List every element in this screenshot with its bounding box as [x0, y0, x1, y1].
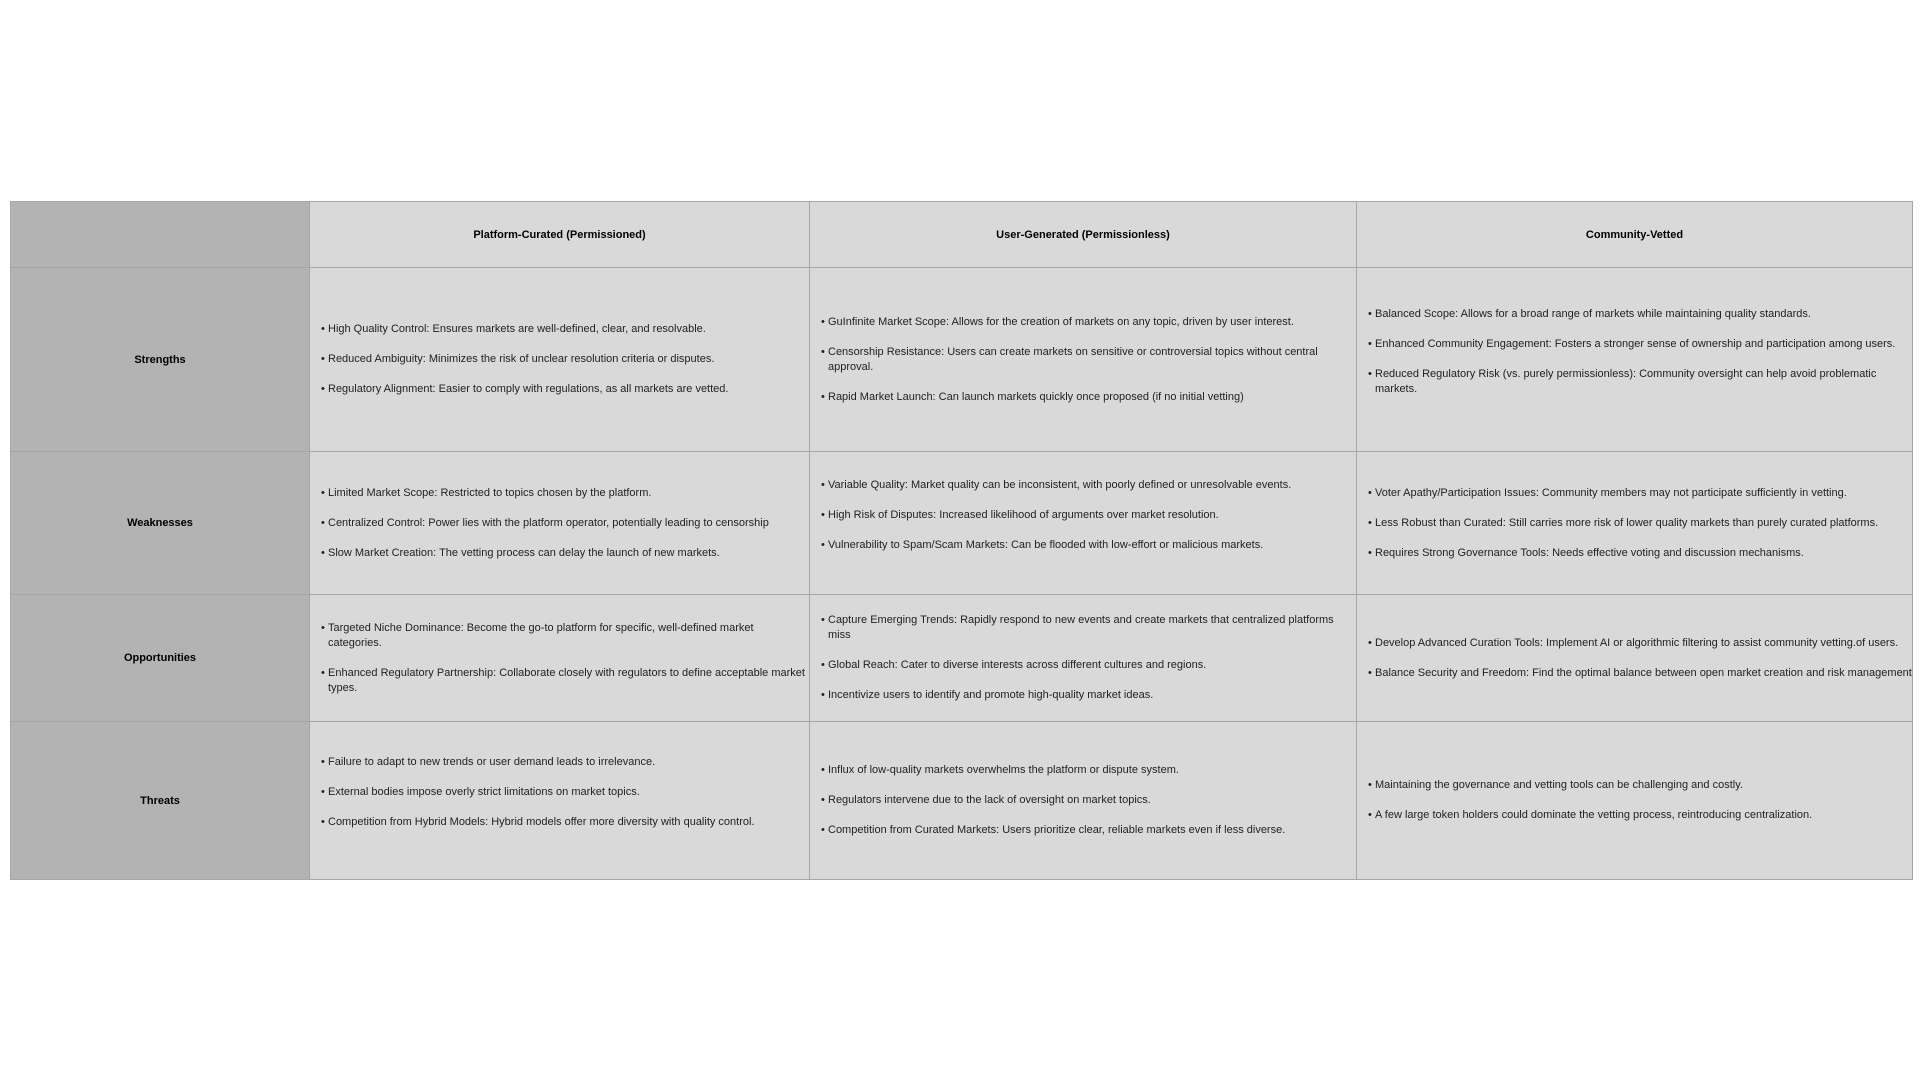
bullet-item: • Regulatory Alignment: Easier to comply with regulations, as all markets are vetted. [321, 382, 809, 397]
bullet-item: • External bodies impose overly strict limitations on market topics. [321, 785, 809, 800]
column-header-platform-curated: Platform-Curated (Permissioned) [310, 202, 810, 268]
bullet-list [1357, 778, 1912, 823]
bullet-item: • Influx of low-quality markets overwhelms the platform or dispute system. [821, 763, 1356, 778]
cell-strengths-user-generated [810, 268, 1357, 452]
bullet-list [1357, 486, 1912, 561]
bullet-list [810, 478, 1356, 553]
bullet-item: • Maintaining the governance and vetting tools can be challenging and costly. [1368, 778, 1912, 793]
bullet-item: • GuInfinite Market Scope: Allows for the creation of markets on any topic, driven by user interest. [821, 315, 1356, 330]
bullet-item: • A few large token holders could dominate the vetting process, reintroducing centralization. [1368, 808, 1912, 823]
bullet-item: • High Risk of Disputes: Increased likelihood of arguments over market resolution. [821, 508, 1356, 523]
bullet-item: • Voter Apathy/Participation Issues: Community members may not participate sufficiently in vetting. [1368, 486, 1912, 501]
bullet-list [1357, 307, 1912, 397]
bullet-item: • Global Reach: Cater to diverse interests across different cultures and regions. [821, 658, 1356, 673]
cell-weaknesses-community-vetted [1357, 452, 1913, 595]
column-header-user-generated: User-Generated (Permissionless) [810, 202, 1357, 268]
row-threats [11, 722, 1913, 880]
bullet-item: • Vulnerability to Spam/Scam Markets: Can be flooded with low-effort or malicious markets. [821, 538, 1356, 553]
bullet-item: • Variable Quality: Market quality can be inconsistent, with poorly defined or unresolvable events. [821, 478, 1356, 493]
bullet-item: • Balance Security and Freedom: Find the optimal balance between open market creation and risk management [1368, 666, 1912, 681]
row-weaknesses [11, 452, 1913, 595]
bullet-item: • Requires Strong Governance Tools: Needs effective voting and discussion mechanisms. [1368, 546, 1912, 561]
row-header-opportunities: Opportunities [11, 595, 310, 722]
bullet-item: • Limited Market Scope: Restricted to topics chosen by the platform. [321, 486, 809, 501]
bullet-item: • Enhanced Community Engagement: Fosters a stronger sense of ownership and participation among users. [1368, 337, 1912, 352]
cell-opportunities-platform-curated [310, 595, 810, 722]
bullet-item: • Competition from Hybrid Models: Hybrid models offer more diversity with quality control. [321, 815, 809, 830]
cell-weaknesses-platform-curated [310, 452, 810, 595]
swot-table [10, 201, 1913, 880]
bullet-list [1357, 636, 1912, 681]
cell-strengths-community-vetted [1357, 268, 1913, 452]
cell-threats-platform-curated [310, 722, 810, 880]
bullet-item: • Rapid Market Launch: Can launch markets quickly once proposed (if no initial vetting) [821, 390, 1356, 405]
bullet-item: • Develop Advanced Curation Tools: Implement AI or algorithmic filtering to assist community vetting.of users. [1368, 636, 1912, 651]
bullet-list [810, 315, 1356, 405]
row-header-strengths: Strengths [11, 268, 310, 452]
bullet-item: • Censorship Resistance: Users can create markets on sensitive or controversial topics without central approval. [821, 345, 1356, 375]
row-strengths [11, 268, 1913, 452]
bullet-item: • Targeted Niche Dominance: Become the go-to platform for specific, well-defined market categories. [321, 621, 809, 651]
row-header-threats: Threats [11, 722, 310, 880]
bullet-list [310, 755, 809, 830]
bullet-list [810, 763, 1356, 838]
bullet-item: • Reduced Ambiguity: Minimizes the risk of unclear resolution criteria or disputes. [321, 352, 809, 367]
bullet-item: • High Quality Control: Ensures markets are well-defined, clear, and resolvable. [321, 322, 809, 337]
bullet-list [310, 621, 809, 696]
bullet-item: • Regulators intervene due to the lack of oversight on market topics. [821, 793, 1356, 808]
bullet-list [810, 613, 1356, 703]
row-header-weaknesses: Weaknesses [11, 452, 310, 595]
cell-weaknesses-user-generated [810, 452, 1357, 595]
corner-cell [11, 202, 310, 268]
column-header-community-vetted: Community-Vetted [1357, 202, 1913, 268]
bullet-item: • Failure to adapt to new trends or user demand leads to irrelevance. [321, 755, 809, 770]
bullet-item: • Competition from Curated Markets: Users prioritize clear, reliable markets even if less diverse. [821, 823, 1356, 838]
row-opportunities [11, 595, 1913, 722]
bullet-item: • Centralized Control: Power lies with the platform operator, potentially leading to censorship [321, 516, 809, 531]
bullet-item: • Less Robust than Curated: Still carries more risk of lower quality markets than purely curated platforms. [1368, 516, 1912, 531]
bullet-item: • Enhanced Regulatory Partnership: Collaborate closely with regulators to define acceptable market types. [321, 666, 809, 696]
cell-threats-user-generated [810, 722, 1357, 880]
bullet-list [310, 486, 809, 561]
bullet-item: • Capture Emerging Trends: Rapidly respond to new events and create markets that centralized platforms miss [821, 613, 1356, 643]
bullet-list [310, 322, 809, 397]
bullet-item: • Reduced Regulatory Risk (vs. purely permissionless): Community oversight can help avoid problematic markets. [1368, 367, 1912, 397]
cell-threats-community-vetted [1357, 722, 1913, 880]
cell-opportunities-user-generated [810, 595, 1357, 722]
bullet-item: • Balanced Scope: Allows for a broad range of markets while maintaining quality standards. [1368, 307, 1912, 322]
cell-opportunities-community-vetted [1357, 595, 1913, 722]
header-row [11, 202, 1913, 268]
bullet-item: • Incentivize users to identify and promote high-quality market ideas. [821, 688, 1356, 703]
cell-strengths-platform-curated [310, 268, 810, 452]
bullet-item: • Slow Market Creation: The vetting process can delay the launch of new markets. [321, 546, 809, 561]
